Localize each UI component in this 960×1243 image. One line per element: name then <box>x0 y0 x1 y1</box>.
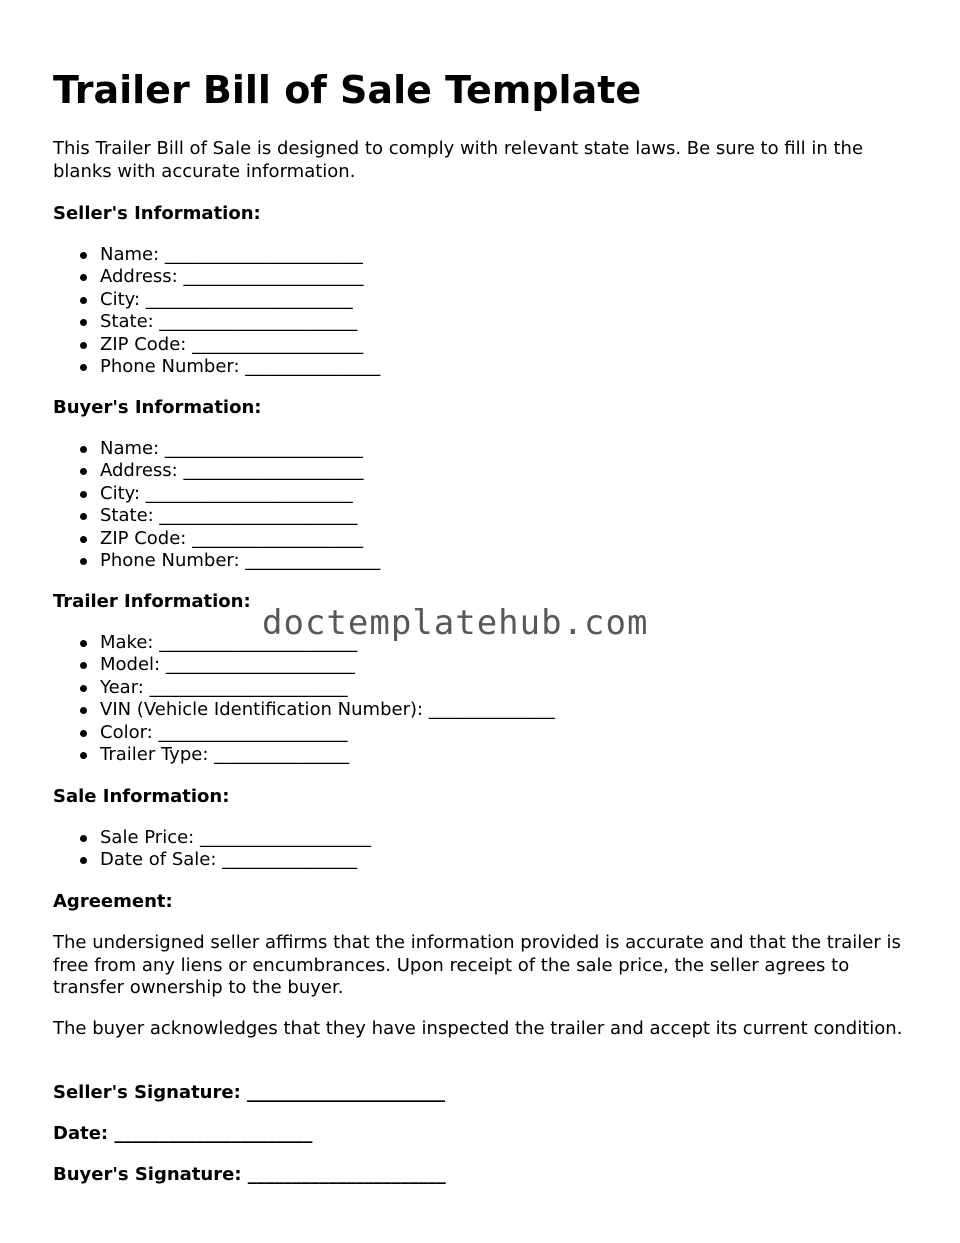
trailer-year-field: Year: ______________________ <box>53 677 555 699</box>
seller-state-field: State: ______________________ <box>53 311 380 333</box>
sale-section-heading: Sale Information: <box>53 786 230 807</box>
seller-address-field: Address: ____________________ <box>53 266 380 288</box>
trailer-section-heading: Trailer Information: <box>53 591 251 612</box>
buyer-state-field: State: ______________________ <box>53 505 380 527</box>
seller-zip-field: ZIP Code: ___________________ <box>53 334 380 356</box>
buyer-zip-field: ZIP Code: ___________________ <box>53 528 380 550</box>
agreement-section-heading: Agreement: <box>53 891 173 912</box>
buyer-name-field: Name: ______________________ <box>53 438 380 460</box>
trailer-make-field: Make: ______________________ <box>53 632 555 654</box>
sale-price-field: Sale Price: ___________________ <box>53 827 371 849</box>
seller-phone-field: Phone Number: _______________ <box>53 356 380 378</box>
buyer-phone-field: Phone Number: _______________ <box>53 550 380 572</box>
buyer-section-heading: Buyer's Information: <box>53 397 262 418</box>
trailer-model-field: Model: _____________________ <box>53 654 555 676</box>
seller-section-heading: Seller's Information: <box>53 203 261 224</box>
buyer-signature-line: Buyer's Signature: ______________________ <box>53 1164 446 1185</box>
seller-signature-line: Seller's Signature: ______________________ <box>53 1082 446 1103</box>
trailer-vin-field: VIN (Vehicle Identification Number): ______________ <box>53 699 555 721</box>
seller-fields-list <box>53 244 380 378</box>
buyer-address-field: Address: ____________________ <box>53 460 380 482</box>
watermark-text: doctemplatehub.com <box>262 603 649 643</box>
trailer-type-field: Trailer Type: _______________ <box>53 744 555 766</box>
trailer-fields-list <box>53 632 555 766</box>
agreement-paragraph-buyer: The buyer acknowledges that they have inspected the trailer and accept its current condition. <box>53 1018 903 1039</box>
intro-paragraph: This Trailer Bill of Sale is designed to comply with relevant state laws. Be sure to fill in the blanks with accurate information. <box>53 138 864 182</box>
seller-city-field: City: _______________________ <box>53 289 380 311</box>
date-signature-line: Date: ______________________ <box>53 1123 313 1144</box>
seller-name-field: Name: ______________________ <box>53 244 380 266</box>
trailer-color-field: Color: _____________________ <box>53 722 555 744</box>
buyer-city-field: City: _______________________ <box>53 483 380 505</box>
agreement-paragraph-seller: The undersigned seller affirms that the information provided is accurate and that the trailer is free from any liens or encumbrances. Upon receipt of the sale price, the seller agrees to transfer ownership to the buyer. <box>53 932 901 998</box>
sale-fields-list <box>53 827 371 872</box>
buyer-fields-list <box>53 438 380 572</box>
page-title: Trailer Bill of Sale Template <box>53 68 642 112</box>
sale-date-field: Date of Sale: _______________ <box>53 849 371 871</box>
